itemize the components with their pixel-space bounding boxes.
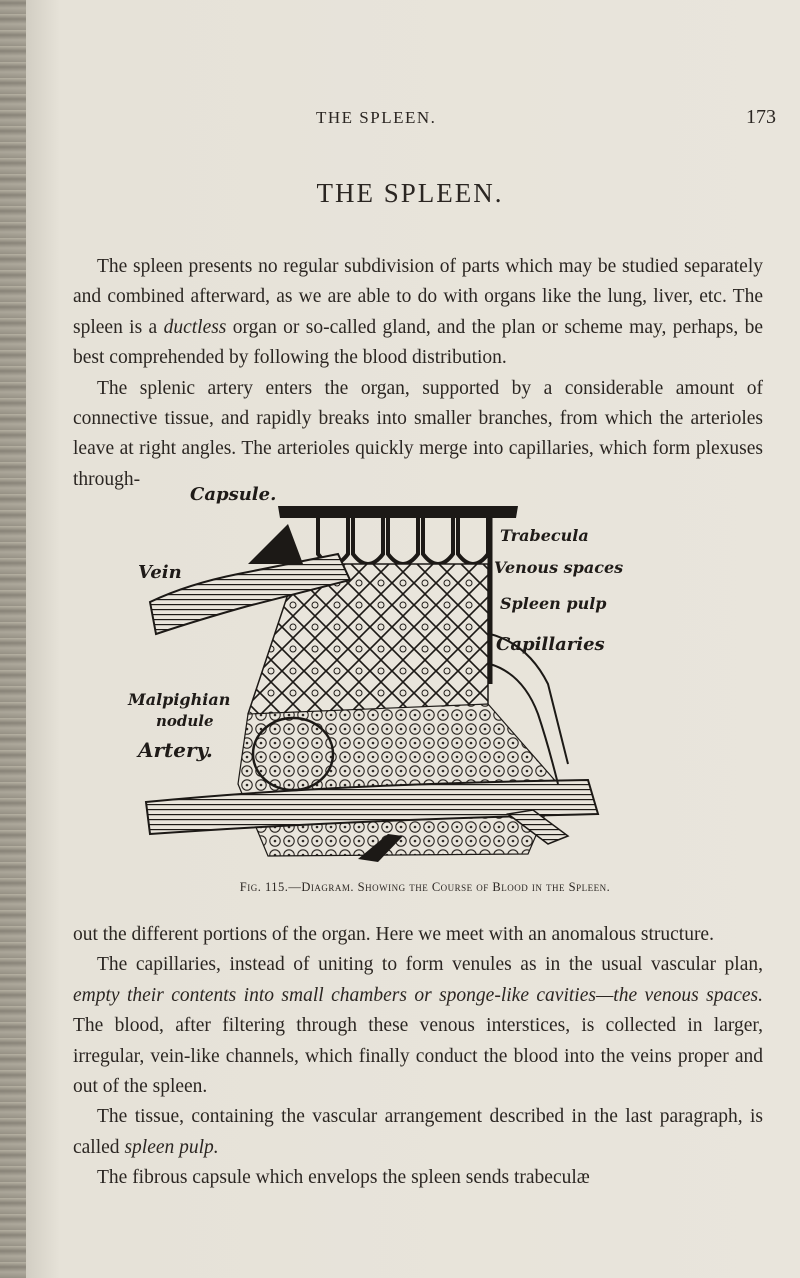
- label-trabecula: Trabecula: [500, 526, 589, 545]
- paragraph-5: The tissue, containing the vascular arrangement described in the last paragraph, is called spleen pulp.: [73, 1106, 763, 1158]
- paragraph-2: The splenic artery enters the organ, supported by a considerable amount of connective tissue, and rapidly breaks into smaller branches, from which the arterioles leave at right angles. The arterioles quickly merge into capillaries, which form plexuses through-: [73, 377, 763, 490]
- malpighian-nodule: [253, 718, 333, 790]
- section-heading: THE SPLEEN.: [316, 178, 504, 208]
- label-nodule: nodule: [156, 712, 214, 730]
- running-head: [0, 106, 800, 136]
- running-head-title: THE SPLEEN.: [316, 108, 437, 127]
- label-venous-spaces: Venous spaces: [494, 558, 624, 577]
- figure-caption: Fig. 115.—Diagram. Showing the Course of Blood in the Spleen.: [239, 880, 611, 894]
- paragraph-3: out the different portions of the organ. Here we meet with an anomalous structure.: [73, 924, 714, 945]
- capsule-wedge: [248, 524, 303, 564]
- capsule-band: [278, 506, 518, 518]
- label-capillaries: Capillaries: [496, 634, 605, 655]
- paragraph-1: The spleen presents no regular subdivision of parts which may be studied separately and combined afterward, as we are able to do with organs like the lung, liver, etc. The spleen is a ductless organ or so-called gland, and the plan or scheme may, perhaps, be best comprehended by following the blood distribution.: [73, 256, 763, 369]
- spleen-diagram: [128, 484, 688, 874]
- label-capsule: Capsule.: [190, 484, 277, 505]
- paragraph-4: The capillaries, instead of uniting to form venules as in the usual vascular plan, empty their contents into small chambers or sponge-like cavities—the venous spaces. The blood, after filtering through these venous interstices, is collected in larger, irregular, vein-like channels, which finally conduct the blood into the veins proper and out of the spleen.: [73, 954, 763, 1098]
- label-vein: Vein: [138, 562, 182, 583]
- label-spleen-pulp: Spleen pulp: [500, 594, 607, 613]
- page-number: 173: [746, 106, 776, 128]
- paragraph-6: The fibrous capsule which envelops the spleen sends trabeculæ: [97, 1167, 590, 1189]
- label-artery: Artery.: [138, 738, 213, 762]
- text-block-top: [73, 252, 763, 495]
- spleen-diagram-figure: [128, 484, 688, 874]
- label-malpighian: Malpighian: [128, 690, 231, 709]
- text-block-bottom: [73, 920, 763, 1194]
